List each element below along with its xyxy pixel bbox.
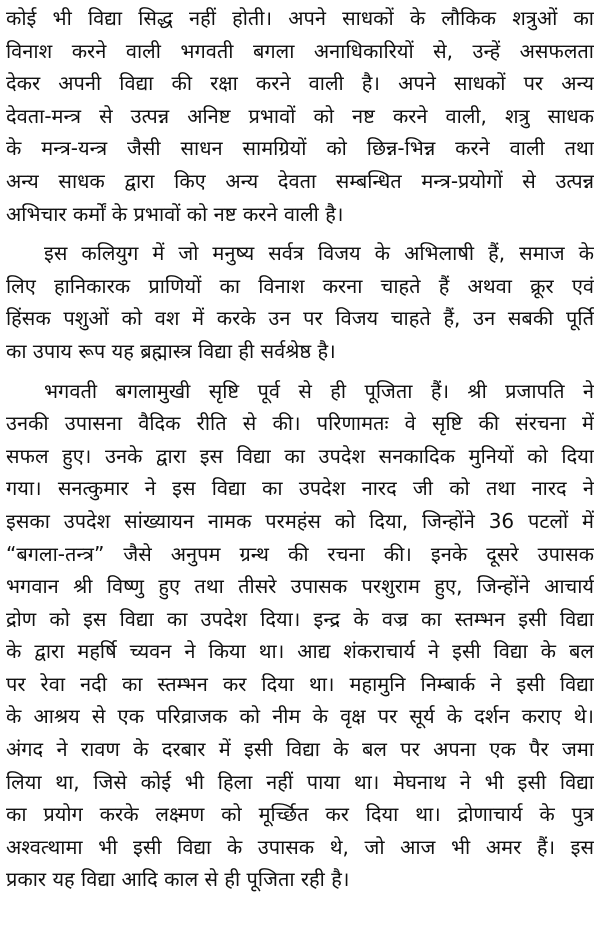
text-line: भगवान श्री विष्णु हुए तथा तीसरे उपासक परशुराम हुए, जिन्होंने आचार्य xyxy=(6,574,594,599)
paragraph-3 xyxy=(6,375,594,897)
text-line: अभिचार कर्मों के प्रभावों को नष्ट करने वाली है। xyxy=(6,201,344,226)
text-line: कोई भी विद्या सिद्ध नहीं होती। अपने साधकों के लौकिक शत्रुओं का xyxy=(6,6,594,30)
paragraph-1 xyxy=(6,2,594,230)
text-line: द्रोण को इस विद्या का उपदेश दिया। इन्द्र के वज्र का स्तम्भन इसी विद्या xyxy=(6,606,594,631)
text-line: इसका उपदेश सांख्यायन नामक परमहंस को दिया, जिन्होंने 36 पटलों में xyxy=(6,508,594,533)
text-line: लिए हानिकारक प्राणियों का विनाश करना चाहते हैं अथवा क्रूर एवं xyxy=(6,273,594,298)
text-line: अंगद ने रावण के दरबार में इसी विद्या के बल पर अपना एक पैर जमा xyxy=(6,737,594,762)
text-line: पर रेवा नदी का स्तम्भन कर दिया था। महामुनि निम्बार्क ने इसी विद्या xyxy=(6,671,594,696)
text-line: देकर अपनी विद्या की रक्षा करने वाली है। अपने साधकों पर अन्य xyxy=(6,71,594,96)
text-line: सफल हुए। उनके द्वारा इस विद्या का उपदेश सनकादिक मुनियों को दिया xyxy=(6,443,594,468)
text-line: अश्वत्थामा भी इसी विद्या के उपासक थे, जो आज भी अमर हैं। इस xyxy=(6,834,594,859)
text-line: लिया था, जिसे कोई भी हिला नहीं पाया था। मेघनाथ ने भी इसी विद्या xyxy=(6,769,594,794)
text-line: प्रकार यह विद्या आदि काल से ही पूजिता रही है। xyxy=(6,867,350,892)
text-line: के आश्रय से एक परिव्राजक को नीम के वृक्ष पर सूर्य के दर्शन कराए थे। xyxy=(6,704,594,729)
text-line: भगवती बगलामुखी सृष्टि पूर्व से ही पूजिता हैं। श्री प्रजापति ने xyxy=(44,378,594,403)
text-line: देवता-मन्त्र से उत्पन्न अनिष्ट प्रभावों को नष्ट करने वाली, शत्रु साधक xyxy=(6,103,594,128)
text-line: का प्रयोग करके लक्ष्मण को मूर्च्छित कर दिया था। द्रोणाचार्य के पुत्र xyxy=(6,802,594,827)
text-line: उनकी उपासना वैदिक रीति से की। परिणामतः वे सृष्टि की संरचना में xyxy=(6,411,594,436)
text-line: गया। सनत्कुमार ने इस विद्या का उपदेश नारद जी को तथा नारद ने xyxy=(6,476,594,501)
text-line: अन्य साधक द्वारा किए अन्य देवता सम्बन्धित मन्त्र-प्रयोगों से उत्पन्न xyxy=(6,168,594,193)
paragraph-2 xyxy=(6,237,594,367)
text-line: “बगला-तन्त्र” जैसे अनुपम ग्रन्थ की रचना की। इनके दूसरे उपासक xyxy=(6,541,594,566)
text-line: विनाश करने वाली भगवती बगला अनाधिकारियों से, उन्हें असफलता xyxy=(6,38,594,63)
text-line: इस कलियुग में जो मनुष्य सर्वत्र विजय के अभिलाषी हैं, समाज के xyxy=(44,241,594,266)
text-line: हिंसक पशुओं को वश में करके उन पर विजय चाहते हैं, उन सबकी पूर्ति xyxy=(6,306,594,331)
text-line: का उपाय रूप यह ब्रह्मास्त्र विद्या ही सर्वश्रेष्ठ है। xyxy=(6,338,336,363)
text-line: के द्वारा महर्षि च्यवन ने किया था। आद्य शंकराचार्य ने इसी विद्या के बल xyxy=(6,639,594,664)
text-line: के मन्त्र-यन्त्र जैसी साधन सामग्रियों को छिन्न-भिन्न करने वाली तथा xyxy=(6,136,594,161)
